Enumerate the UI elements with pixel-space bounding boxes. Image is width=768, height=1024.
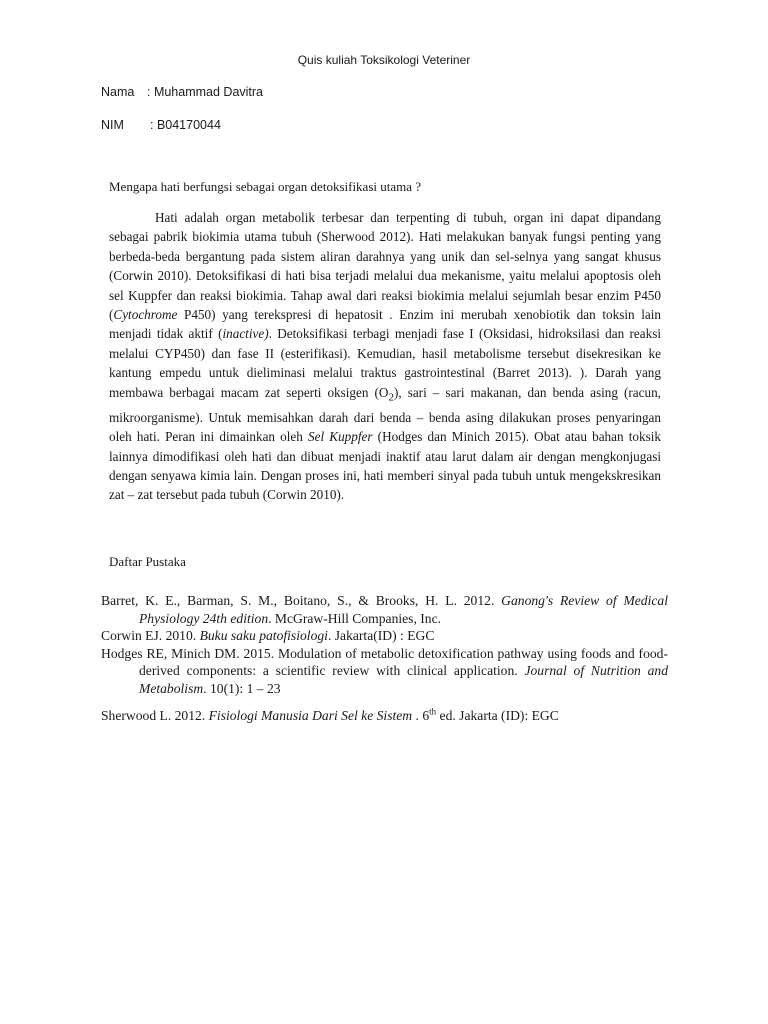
answer-text-3: . Detoksifikasi terbagi menjadi fase I (Oksidasi, hidroksilasi dan reaksi melalui CYP450) dan fase II (esterifikasi). Kemudian, hasil metabolisme tersebut disekresikan ke kantung empedu untuk dieliminasi melalui traktus gastrointestinal (Barret 2013). ). Darah yang membawa berbagai macam zat seperti oksigen (O: [109, 326, 662, 400]
nim-value: : B04170044: [150, 118, 221, 132]
answer-text-2: P450) yang terekspresi di hepatosit . Enzim ini merubah xenobiotik dan toksin lain menjadi tidak aktif (: [109, 307, 661, 342]
references-heading: Daftar Pustaka: [109, 554, 186, 569]
reference-item: [101, 627, 668, 645]
reference-item: [101, 592, 668, 627]
reference-text: Hodges RE, Minich DM. 2015. Modulation of metabolic detoxification pathway using foods and food-derived components: a scientific review with clinical application.: [101, 645, 668, 678]
references-list: [101, 592, 668, 725]
reference-publisher: . Jakarta(ID) : EGC: [327, 628, 435, 643]
answer-subscript-2: 2: [388, 391, 394, 404]
answer-italic-inactive: inactive): [222, 326, 269, 342]
reference-text: Barret, K. E., Barman, S. M., Boitano, S., & Brooks, H. L. 2012.: [101, 593, 502, 608]
student-id-row: [101, 118, 221, 132]
answer-text-4: ), sari – sari makanan, dan benda asing (racun, mikroorganisme). Untuk memisahkan darah dari benda – benda asing dilakukan proses penyaringan oleh hati. Peran ini dimainkan oleh: [109, 384, 661, 445]
document-title: Quis kuliah Toksikologi Veteriner: [297, 53, 471, 67]
reference-item: [101, 707, 668, 725]
reference-text: Sherwood L. 2012.: [101, 708, 209, 723]
answer-text-5: (Hodges dan Minich 2015). Obat atau bahan toksik lainnya dimodifikasi oleh hati dan dibuat menjadi inaktif atau larut dalam air dengan mengkonjugasi dengan senyawa kimia lain. Dengan proses ini, hati memberi sinyal pada tubuh untuk mengekskresikan zat – zat tersebut pada tubuh (Corwin 2010).: [109, 429, 661, 503]
reference-title: Journal of Nutrition and Metabolism: [139, 663, 668, 696]
reference-text: Corwin EJ. 2010.: [101, 628, 200, 643]
question-text: Mengapa hati berfungsi sebagai organ detoksifikasi utama ?: [109, 179, 422, 194]
reference-title: Fisiologi Manusia Dari Sel ke Sistem: [208, 708, 413, 723]
answer-text-1: Hati adalah organ metabolik terbesar dan terpenting di tubuh, organ ini dapat dipandang sebagai pabrik biokimia utama tubuh (Sherwood 2012). Hati melakukan banyak fungsi penting yang berbeda-beda bergantung pada sistem aliran darahnya yang unik dan sel-selnya yang sangat khusus (Corwin 2010). Detoksifikasi di hati bisa terjadi melalui dua mekanisme, yaitu melalui apoptosis oleh sel Kuppfer dan reaksi biokimia. Tahap awal dari reaksi biokimia melalui sejumlah besar enzim P450 (: [109, 210, 661, 323]
reference-publisher: . McGraw-Hill Companies, Inc.: [268, 610, 442, 626]
reference-item: [101, 645, 668, 698]
answer-italic-cytochrome: Cytochrome: [113, 307, 178, 323]
student-name-row: [101, 85, 263, 99]
answer-paragraph: [109, 208, 661, 505]
reference-publisher: ed. Jakarta (ID): EGC: [436, 708, 559, 723]
reference-publisher: . 10(1): 1 – 23: [203, 680, 281, 696]
name-label: Nama: [101, 85, 135, 99]
answer-italic-sel-kuppfer: Sel Kuppfer: [308, 429, 373, 445]
name-value: : Muhammad Davitra: [147, 85, 264, 99]
reference-title: Buku saku patofisiologi: [199, 628, 328, 643]
reference-edition-text: . 6: [412, 708, 430, 723]
reference-title: Ganong's Review of Medical Physiology 24th edition: [139, 593, 668, 626]
reference-superscript: th: [429, 706, 437, 717]
nim-label: NIM: [101, 118, 124, 132]
